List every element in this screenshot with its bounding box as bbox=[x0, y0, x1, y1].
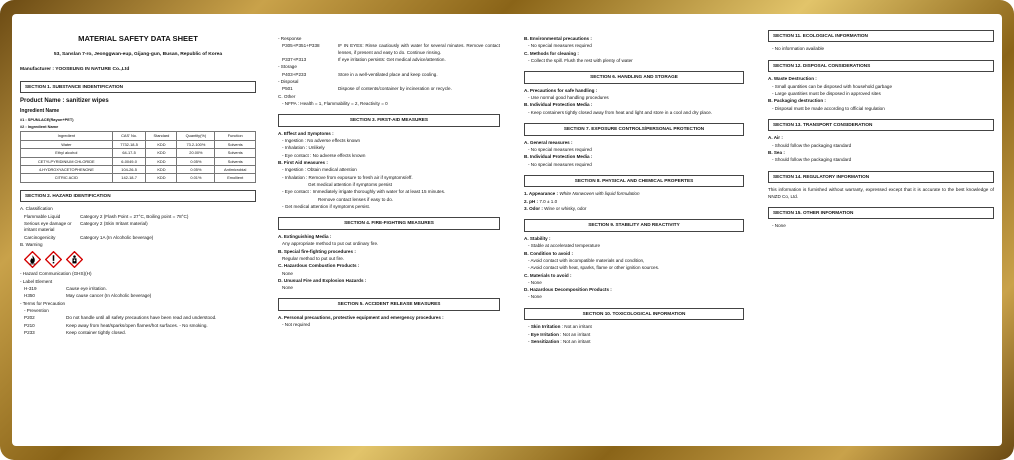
toxicology-item: - Skin Irritation : Not an irritant bbox=[528, 324, 592, 330]
disposal-row bbox=[278, 86, 500, 92]
hazard-communication: - Hazard Communication (GHS)(H) bbox=[20, 271, 92, 277]
packaging-destruction-text: - Disposal must be made according to official regulation bbox=[772, 105, 885, 111]
classification-label: A. Classification bbox=[20, 206, 53, 212]
document-title: MATERIAL SAFETY DATA SHEET bbox=[78, 34, 198, 43]
air-label: A. Air : bbox=[768, 135, 783, 141]
flame-hazard-icon bbox=[24, 251, 41, 268]
table-cell: 7732-18-5 bbox=[112, 140, 146, 148]
odor-label: 3. Odor : bbox=[524, 206, 543, 212]
p-code-text: Keep away from heat/sparks/open flames/hot surfaces. - No smoking. bbox=[66, 322, 208, 328]
h-code-text: Cause eye irritation. bbox=[66, 285, 107, 291]
personal-precautions-label: A. Personal precautions, protective equipment and emergency procedures : bbox=[278, 314, 444, 320]
response-text: IF IN EYES: Rinse cautiously with water for several minutes. Remove contact lenses, if present and easy to do. Continue rinsing. bbox=[338, 43, 500, 55]
ph-line bbox=[524, 199, 744, 205]
list-item: Remove contact lenses if easy to do. bbox=[318, 196, 394, 202]
environmental-text: - No special measures required bbox=[528, 43, 592, 49]
health-hazard-icon bbox=[66, 251, 83, 268]
response-row bbox=[278, 43, 500, 56]
materials-avoid-label: C. Materials to avoid : bbox=[524, 272, 572, 278]
h-code: H-319 bbox=[24, 285, 37, 291]
list-item: - Avoid contact with heat, sparks, flame or other ignition sources. bbox=[528, 265, 660, 271]
section-10-heading: SECTION 10. TOXICOLOGICAL INFORMATION bbox=[524, 308, 744, 320]
manufacturer: Manufacturer : YOOSEUNG IN NATURE Co.,Ltd bbox=[20, 67, 130, 73]
table-cell: KDD bbox=[146, 149, 177, 157]
odor-line bbox=[524, 206, 744, 212]
table-row bbox=[21, 157, 256, 165]
table-cell: 0.05% bbox=[177, 165, 215, 173]
response-row bbox=[278, 57, 500, 63]
general-measures-text: - No special measures required bbox=[528, 146, 592, 152]
table-cell: Antimicrobial bbox=[215, 165, 256, 173]
section-6-heading: SECTION 6. HANDLING AND STORAGE bbox=[524, 71, 744, 83]
table-cell: 0.01% bbox=[177, 174, 215, 182]
table-row bbox=[21, 149, 256, 157]
appearance-label: 1. Appearance : bbox=[524, 191, 559, 197]
col-header: CAS' No. bbox=[112, 132, 146, 140]
sea-text: - Should follow the packaging standard bbox=[772, 157, 852, 163]
h-code-text: May cause cancer (In Alcoholic beverage) bbox=[66, 293, 152, 299]
tox-key: Skin Irritation bbox=[530, 324, 561, 330]
p-code-row bbox=[20, 315, 256, 321]
column-1 bbox=[20, 20, 256, 337]
section-8-heading: SECTION 8. PHYSICAL AND CHEMICAL PROPERTES bbox=[524, 175, 744, 187]
tox-value: : Not an irritant bbox=[558, 331, 591, 337]
ingredient-2: #2 : Ingredient Name bbox=[20, 124, 59, 130]
extinguishing-text: Any appropriate method to put out ordinary fire. bbox=[282, 241, 379, 247]
protection-media-text: - Keep containers tightly closed away from heat and light and store in a cool and dry place. bbox=[528, 109, 713, 115]
storage-row bbox=[278, 72, 500, 78]
table-cell: Solvents bbox=[215, 149, 256, 157]
prevention-label: - Prevention bbox=[24, 307, 49, 313]
p-code-row bbox=[20, 330, 256, 336]
column-4 bbox=[768, 20, 994, 231]
disposal-label: - Disposal bbox=[278, 78, 299, 84]
class-value: Category 2 (Flash Point = 27°C, Boiling point = 78°C) bbox=[80, 213, 189, 219]
list-item: - Ingestion : No adverse effects known bbox=[282, 138, 361, 144]
stability-label: A. Stability : bbox=[524, 235, 551, 241]
list-item: - Inhalation : Unlikely bbox=[282, 145, 325, 151]
col-header: Standard bbox=[146, 132, 177, 140]
list-item: - Eye contact : No adverse effects known bbox=[282, 152, 366, 158]
company-address: 53, Sanslan 7-ro, Jeonggwan-eup, Gijang-gun, Busan, Republic of Korea bbox=[53, 52, 223, 58]
decomposition-text: - None bbox=[528, 294, 542, 300]
response-code: P305+P351+P338 bbox=[282, 43, 320, 49]
class-key: Flammable Liquid bbox=[24, 213, 61, 219]
toxicology-item: - Eye Irritation : Not an irritant bbox=[528, 331, 591, 337]
table-row bbox=[21, 165, 256, 173]
msds-sheet bbox=[12, 14, 1002, 446]
class-key: Carcinogenicity bbox=[24, 234, 56, 240]
list-item: - Get medical attention if symptoms persist. bbox=[282, 204, 371, 210]
safe-handling-text: - Use normal good handling procedures bbox=[528, 95, 609, 101]
ghs-pictograms bbox=[24, 251, 256, 268]
response-code: P337+P313 bbox=[282, 56, 307, 62]
section-11-heading: SECTION 11. ECOLOGICAL INFORMATION bbox=[768, 30, 994, 42]
section-2-heading: SECTION 2. HAZARD IDENTIFICATION bbox=[20, 190, 256, 202]
class-key: Serious eye damage or irritant material bbox=[24, 220, 72, 233]
class-row bbox=[20, 235, 256, 241]
terms-for-precaution: - Terms for Precaution bbox=[20, 300, 66, 306]
ingredient-table bbox=[20, 131, 256, 182]
ph-label: 2. pH : bbox=[524, 198, 539, 204]
table-cell: 4-HYDROXYACETOPHENONE bbox=[21, 165, 113, 173]
response-label: - Response bbox=[278, 36, 302, 41]
decomposition-label: D. Hazardous Decomposition Products : bbox=[524, 287, 612, 293]
table-cell: KDD bbox=[146, 140, 177, 148]
special-procedures-text: Regular method to put out fire. bbox=[282, 255, 345, 261]
h-code: H350 bbox=[24, 293, 35, 299]
table-cell: CETYLPYRIDINIUM CHLORIDE bbox=[21, 157, 113, 165]
stability-text: - Stable at accelerated temperature bbox=[528, 243, 601, 249]
class-row bbox=[20, 221, 256, 234]
table-row bbox=[21, 140, 256, 148]
list-item: - Eye contact : Immediately irrigate thoroughly with water for at least 15 minutes. bbox=[282, 189, 446, 195]
p-code-row bbox=[20, 323, 256, 329]
unusual-hazards-label: D. Unusual Fire and Explosion Hazards : bbox=[278, 277, 367, 283]
combustion-products-label: C. Hazardous Combustion Products : bbox=[278, 263, 360, 269]
list-item: - Small quantities can be disposed with household garbage bbox=[772, 83, 893, 89]
label-element: - Label Element bbox=[20, 278, 53, 284]
storage-label: - Storage bbox=[278, 64, 297, 70]
environmental-label: B. Environmental precautions : bbox=[524, 36, 592, 41]
table-cell: CITRIC ACID bbox=[21, 174, 113, 182]
column-3 bbox=[524, 20, 744, 346]
list-item: - Large quantities must be disposed in approved sites bbox=[772, 90, 881, 96]
ingredient-1: #1 : SPUNLACE(Rayon+PET) bbox=[20, 116, 74, 122]
table-cell: Solvents bbox=[215, 140, 256, 148]
p-code-text: Keep container tightly closed. bbox=[66, 329, 127, 335]
cleaning-text: - Collect the spill. Flush the rest with plenty of water bbox=[528, 57, 633, 63]
section-12-heading: SECTION 12. DISPOSAL CONSIDERATIONS bbox=[768, 60, 994, 72]
general-measures-label: A. General measures : bbox=[524, 139, 573, 145]
condition-avoid-label: B. Condition to avoid : bbox=[524, 250, 573, 256]
section-7-heading: SECTION 7. EXPOSURE CONTROLS/PERSONAL PROTECTION bbox=[524, 123, 744, 135]
protection-media-label: B. Individual Protection Media : bbox=[524, 102, 593, 108]
column-2 bbox=[278, 20, 500, 330]
table-cell: 20.00% bbox=[177, 149, 215, 157]
col-header: Quantity(%) bbox=[177, 132, 215, 140]
regulatory-text: This information is furnished without warranty, expressed except that it is accurate to the best knowledge of NNZD Co, Ltd. bbox=[768, 187, 994, 199]
ph-value: 7.0 ± 1.0 bbox=[539, 198, 558, 204]
table-cell: 0.05% bbox=[177, 157, 215, 165]
exclamation-hazard-icon bbox=[45, 251, 62, 268]
section-13-heading: SECTION 13. TRANSPORT CONSIDERATION bbox=[768, 119, 994, 131]
product-name: Product Name : sanitizer wipes bbox=[20, 98, 109, 105]
nfpa-rating: - NFPA : Health = 1, Flammability = 2, Reactivity = 0 bbox=[282, 100, 388, 106]
table-cell: KDD bbox=[146, 165, 177, 173]
packaging-destruction-label: B. Packaging destruction : bbox=[768, 98, 826, 104]
section-14-heading: SECTION 14. REGULATORY INFORMATION bbox=[768, 171, 994, 183]
table-header-row bbox=[21, 132, 256, 140]
h-code-row bbox=[20, 286, 256, 292]
p-code-text: Do not handle until all safety precautions have been read and understood. bbox=[66, 315, 217, 321]
waste-destruction-label: A. Waste Destruction : bbox=[768, 76, 817, 82]
list-item: - Inhalation : Remove from exposure to fresh air if symptoms/eff. bbox=[282, 174, 413, 180]
extinguishing-label: A. Extinguishing Media : bbox=[278, 233, 332, 239]
table-row bbox=[21, 174, 256, 182]
tox-key: Sensitization bbox=[530, 338, 560, 344]
response-text: If eye irritation persists: Get medical advice/attention. bbox=[338, 56, 446, 62]
appearance-value: White Nonwoven with liquid formulation bbox=[559, 191, 640, 197]
warning-label: B. Warning bbox=[20, 241, 43, 247]
table-cell: 6-0049-0 bbox=[112, 157, 146, 165]
individual-protection-label: B. Individual Protection Media : bbox=[524, 154, 593, 160]
individual-protection-text: - No special measures required bbox=[528, 161, 592, 167]
special-procedures-label: B. Special fire-fighting procedures : bbox=[278, 248, 356, 254]
disposal-text: Dispose of contents/container by incineration or recycle. bbox=[338, 86, 452, 92]
list-item: - Avoid contact with incompatible materials and condition, bbox=[528, 257, 645, 263]
col-header: Ingredient bbox=[21, 132, 113, 140]
odor-value: Wine or whisky, odor bbox=[544, 206, 587, 212]
cleaning-label: C. Methods for cleaning : bbox=[524, 50, 579, 56]
storage-code: P403+P233 bbox=[282, 71, 307, 77]
ecological-text: - No information available bbox=[772, 46, 825, 52]
safe-handling-label: A. Precautions for safe handling : bbox=[524, 87, 598, 93]
ingredient-name-label: Ingredient Name bbox=[20, 107, 60, 114]
storage-text: Store in a well-ventilated place and keep cooling. bbox=[338, 71, 438, 77]
section-9-heading: SECTION 9. STABILITY AND REACTIVITY bbox=[524, 219, 744, 231]
class-value: Category 2 (Skin Irritant material) bbox=[80, 220, 148, 226]
table-cell: Emollient bbox=[215, 174, 256, 182]
other-information-text: - None bbox=[772, 223, 786, 229]
effects-label: A. Effect and Symptoms : bbox=[278, 130, 334, 136]
appearance-line bbox=[524, 191, 744, 197]
table-cell: Ethyl alcohol bbox=[21, 149, 113, 157]
table-cell: 104-26-5 bbox=[112, 165, 146, 173]
disposal-code: P501 bbox=[282, 86, 293, 92]
section-3-heading: SECTION 3. FIRST-AID MEASURES bbox=[278, 114, 500, 126]
class-value: Category 1A (In Alcoholic beverage) bbox=[80, 234, 154, 240]
air-text: - Should follow the packaging standard bbox=[772, 142, 852, 148]
tox-value: : Not an irritant bbox=[559, 338, 591, 344]
col-header: Function bbox=[215, 132, 256, 140]
list-item: Get medical attention if symptoms persist bbox=[308, 182, 392, 188]
section-1-heading: SECTION 1. SUBSTANCE INDENTIFICATION bbox=[20, 81, 256, 93]
table-cell: 73.2-100% bbox=[177, 140, 215, 148]
class-row bbox=[20, 214, 256, 220]
section-4-heading: SECTION 4. FIRE-FIGHTING MEASURES bbox=[278, 217, 500, 229]
table-cell: Solvents bbox=[215, 157, 256, 165]
p-code: P233 bbox=[24, 329, 35, 335]
first-aid-label: B. First Aid measures : bbox=[278, 160, 328, 166]
table-cell: Water bbox=[21, 140, 113, 148]
toxicology-item: - Sensitization : Not an irritant bbox=[528, 338, 591, 344]
unusual-hazards-text: None bbox=[282, 285, 293, 291]
section-15-heading: SECTION 15. OTHER INFORMATION bbox=[768, 207, 994, 219]
table-cell: 142-18-7 bbox=[112, 174, 146, 182]
sea-label: B. Sea : bbox=[768, 150, 785, 156]
list-item: - Ingestion : Obtain medical attention bbox=[282, 167, 357, 173]
table-cell: KDD bbox=[146, 157, 177, 165]
table-cell: KDD bbox=[146, 174, 177, 182]
section-5-heading: SECTION 5. ACCIDENT RELEASE MEASURES bbox=[278, 298, 500, 310]
tox-key: Eye Irritation bbox=[530, 331, 559, 337]
p-code: P210 bbox=[24, 322, 35, 328]
h-code-row bbox=[20, 293, 256, 299]
personal-precautions-text: - Not required bbox=[282, 322, 311, 328]
combustion-products-text: None bbox=[282, 270, 293, 276]
materials-avoid-text: - None bbox=[528, 279, 542, 285]
table-cell: 64-17-5 bbox=[112, 149, 146, 157]
other-label: C. Other bbox=[278, 93, 296, 99]
p-code: P202 bbox=[24, 315, 35, 321]
tox-value: : Not an irritant bbox=[560, 324, 592, 330]
